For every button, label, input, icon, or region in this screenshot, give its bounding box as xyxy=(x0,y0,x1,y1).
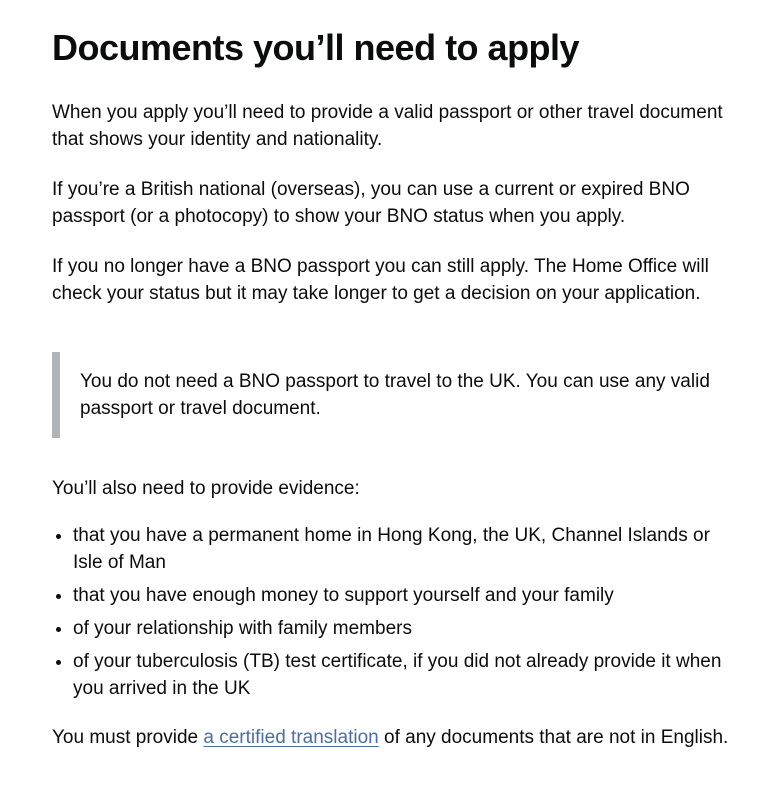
inset-text xyxy=(52,352,742,438)
list-item: • that you have enough money to support yourself and your family xyxy=(73,582,742,609)
evidence-list xyxy=(52,522,742,702)
translation-text-after: of any documents that are not in English. xyxy=(378,727,729,748)
list-item: • of your tuberculosis (TB) test certificate, if you did not already provide it when you arrived in the UK xyxy=(73,648,742,702)
certified-translation-link[interactable]: a certified translation xyxy=(203,727,379,748)
evidence-intro: You’ll also need to provide evidence: xyxy=(52,478,360,499)
bno-status-paragraph: If you’re a British national (overseas), you can use a current or expired BNO passport (or a photocopy) to show your BNO status when you apply. xyxy=(52,179,690,227)
list-item: • of your relationship with family members xyxy=(73,615,742,642)
no-bno-passport-paragraph: If you no longer have a BNO passport you can still apply. The Home Office will check your status but it may take longer to get a decision on your application. xyxy=(52,256,709,304)
translation-text-before: You must provide xyxy=(52,727,204,748)
translation-paragraph xyxy=(52,724,742,751)
inset-text-content: You do not need a BNO passport to travel to the UK. You can use any valid passport or travel document. xyxy=(80,371,710,419)
list-item: • that you have a permanent home in Hong Kong, the UK, Channel Islands or Isle of Man xyxy=(73,522,742,576)
page-title: Documents you’ll need to apply xyxy=(52,27,580,68)
passport-paragraph: When you apply you’ll need to provide a valid passport or other travel document that shows your identity and nationality. xyxy=(52,102,723,150)
